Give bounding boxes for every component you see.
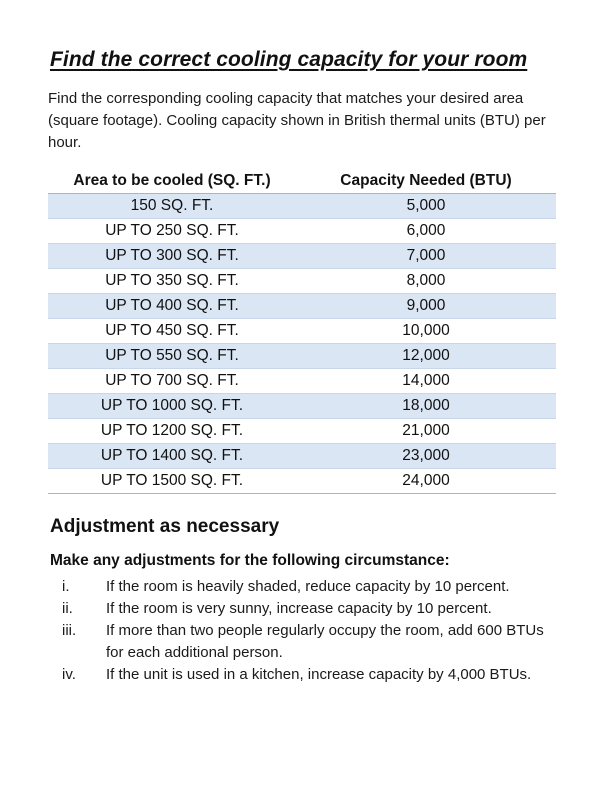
area-cell: UP TO 1000 SQ. FT. — [48, 394, 296, 419]
list-item-text: If the room is heavily shaded, reduce capacity by 10 percent. — [106, 578, 510, 595]
list-item — [48, 598, 552, 620]
list-item — [48, 620, 552, 664]
adjustment-intro: Make any adjustments for the following circumstance: — [50, 552, 450, 569]
area-cell: UP TO 1500 SQ. FT. — [48, 469, 296, 494]
list-item-number: iii. — [62, 622, 77, 639]
capacity-cell: 18,000 — [296, 394, 556, 419]
area-cell: UP TO 550 SQ. FT. — [48, 344, 296, 369]
table-row — [48, 344, 556, 369]
adjustment-heading: Adjustment as necessary — [50, 516, 280, 537]
area-cell: UP TO 1200 SQ. FT. — [48, 419, 296, 444]
capacity-cell: 21,000 — [296, 419, 556, 444]
list-item-number: i. — [62, 578, 70, 595]
cooling-capacity-table — [48, 169, 556, 494]
area-cell: UP TO 450 SQ. FT. — [48, 319, 296, 344]
table-row — [48, 219, 556, 244]
area-cell: UP TO 350 SQ. FT. — [48, 269, 296, 294]
table-body — [48, 194, 556, 494]
capacity-cell: 14,000 — [296, 369, 556, 394]
column-header-capacity: Capacity Needed (BTU) — [296, 169, 556, 194]
capacity-cell: 24,000 — [296, 469, 556, 494]
area-cell: UP TO 300 SQ. FT. — [48, 244, 296, 269]
capacity-cell: 7,000 — [296, 244, 556, 269]
list-item-number: iv. — [62, 666, 76, 683]
table-row — [48, 244, 556, 269]
list-item-text: If more than two people regularly occupy the room, add 600 BTUs for each additional person. — [106, 622, 544, 661]
capacity-cell: 5,000 — [296, 194, 556, 219]
table-row — [48, 269, 556, 294]
intro-paragraph: Find the corresponding cooling capacity that matches your desired area (square footage). Cooling capacity shown in British thermal units (BTU) per hour. — [48, 90, 546, 151]
table-row — [48, 469, 556, 494]
capacity-cell: 6,000 — [296, 219, 556, 244]
table-row — [48, 444, 556, 469]
table-header-row — [48, 169, 556, 194]
table-row — [48, 394, 556, 419]
capacity-cell: 10,000 — [296, 319, 556, 344]
table-row — [48, 419, 556, 444]
capacity-cell: 9,000 — [296, 294, 556, 319]
page-title: Find the correct cooling capacity for your room — [50, 48, 528, 71]
table-row — [48, 319, 556, 344]
list-item-text: If the unit is used in a kitchen, increase capacity by 4,000 BTUs. — [106, 666, 532, 683]
table-row — [48, 194, 556, 219]
adjustment-list — [48, 576, 552, 686]
list-item — [48, 576, 552, 598]
area-cell: UP TO 1400 SQ. FT. — [48, 444, 296, 469]
list-item-number: ii. — [62, 600, 73, 617]
capacity-cell: 12,000 — [296, 344, 556, 369]
capacity-cell: 23,000 — [296, 444, 556, 469]
capacity-cell: 8,000 — [296, 269, 556, 294]
table-row — [48, 369, 556, 394]
area-cell: UP TO 400 SQ. FT. — [48, 294, 296, 319]
area-cell: UP TO 700 SQ. FT. — [48, 369, 296, 394]
list-item — [48, 664, 552, 686]
area-cell: UP TO 250 SQ. FT. — [48, 219, 296, 244]
area-cell: 150 SQ. FT. — [48, 194, 296, 219]
column-header-area: Area to be cooled (SQ. FT.) — [48, 169, 296, 194]
list-item-text: If the room is very sunny, increase capacity by 10 percent. — [106, 600, 492, 617]
table-row — [48, 294, 556, 319]
